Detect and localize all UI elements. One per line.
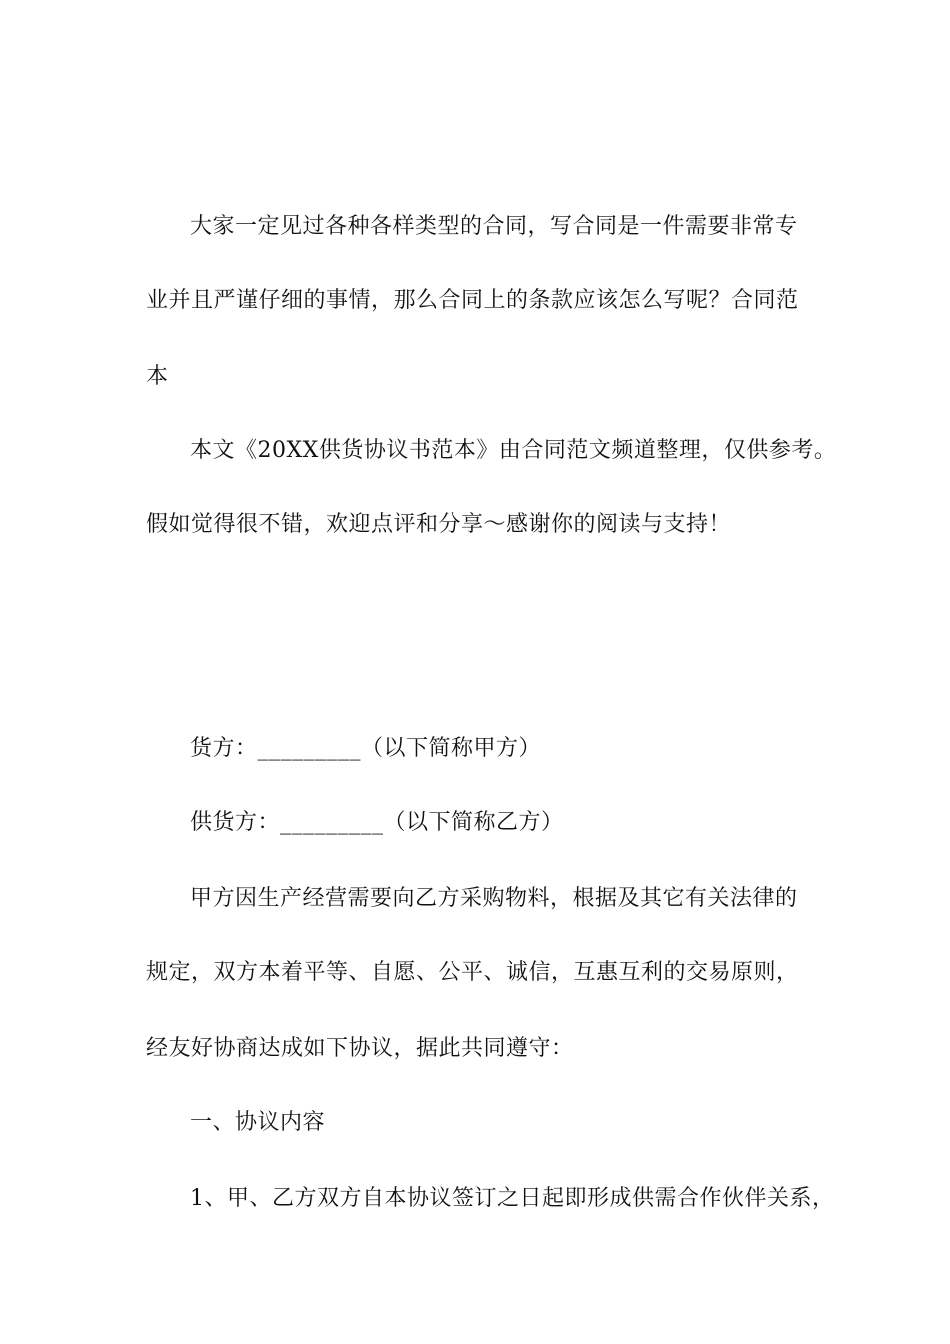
preamble-line-3: 经友好协商达成如下协议，据此共同遵守： bbox=[146, 1036, 574, 1061]
intro-paragraph-line-3: 本 bbox=[146, 364, 169, 389]
note-paragraph-line-1: 本文《20XX供货协议书范本》由合同范文频道整理，仅供参考。 bbox=[190, 438, 837, 463]
intro-paragraph-line-2: 业并且严谨仔细的事情，那么合同上的条款应该怎么写呢？合同范 bbox=[146, 288, 799, 313]
preamble-line-1: 甲方因生产经营需要向乙方采购物料，根据及其它有关法律的 bbox=[190, 886, 798, 911]
intro-paragraph-line-1: 大家一定见过各种各样类型的合同，写合同是一件需要非常专 bbox=[190, 214, 798, 239]
clause-1-line-1: 1、甲、乙方双方自本协议签订之日起即形成供需合作伙伴关系， bbox=[190, 1186, 835, 1211]
party-a-line: 货方：_________（以下简称甲方） bbox=[190, 736, 542, 761]
preamble-line-2: 规定，双方本着平等、自愿、公平、诚信，互惠互利的交易原则， bbox=[146, 960, 799, 985]
note-paragraph-line-2: 假如觉得很不错，欢迎点评和分享～感谢你的阅读与支持！ bbox=[146, 512, 732, 537]
party-b-line: 供货方：_________（以下简称乙方） bbox=[190, 810, 564, 835]
section-1-heading: 一、协议内容 bbox=[190, 1110, 326, 1135]
